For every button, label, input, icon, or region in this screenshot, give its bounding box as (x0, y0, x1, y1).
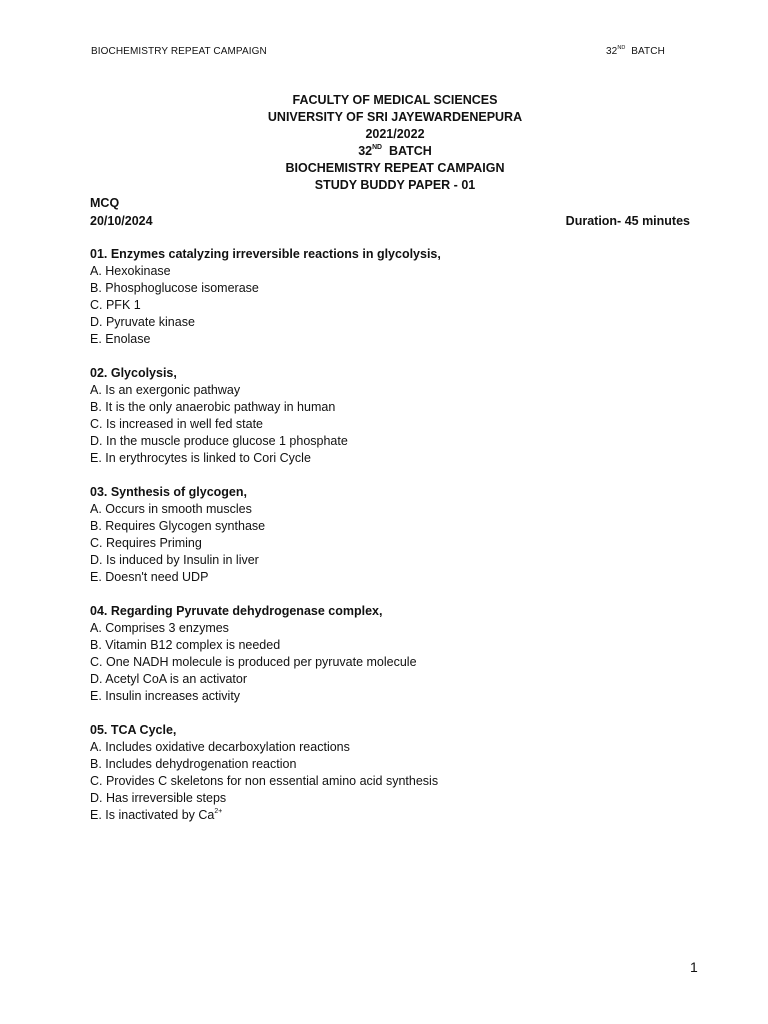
question-list (90, 246, 690, 841)
question-title: 02. Glycolysis, (90, 366, 177, 380)
exam-duration: Duration- 45 minutes (565, 214, 690, 228)
option-c: C. Provides C skeletons for non essential amino acid synthesis (90, 774, 439, 788)
question-03 (90, 484, 690, 586)
question-title: 01. Enzymes catalyzing irreversible reactions in glycolysis, (90, 247, 441, 261)
option-d: D. In the muscle produce glucose 1 phosphate (90, 434, 348, 448)
batch-ordinal: ND (372, 144, 383, 152)
option-e: E. Enolase (90, 332, 151, 346)
option-e-text: E. Is inactivated by Ca (90, 808, 215, 822)
question-04 (90, 603, 690, 705)
option-a: A. Hexokinase (90, 264, 171, 278)
running-header-right (606, 46, 665, 57)
option-b: B. Vitamin B12 complex is needed (90, 638, 281, 652)
header-batch-ordinal: ND (617, 45, 626, 52)
option-d: D. Pyruvate kinase (90, 315, 195, 329)
question-title: 03. Synthesis of glycogen, (90, 485, 247, 499)
option-a: A. Is an exergonic pathway (90, 383, 241, 397)
exam-date: 20/10/2024 (90, 214, 153, 228)
batch-title (0, 143, 768, 160)
running-header-left: BIOCHEMISTRY REPEAT CAMPAIGN (91, 46, 267, 57)
title-block (0, 92, 768, 194)
option-e: E. Insulin increases activity (90, 689, 241, 703)
option-a: A. Includes oxidative decarboxylation reactions (90, 740, 350, 754)
academic-year: 2021/2022 (365, 127, 425, 141)
option-a: A. Comprises 3 enzymes (90, 621, 229, 635)
option-c: C. One NADH molecule is produced per pyruvate molecule (90, 655, 417, 669)
batch-number: 32 (358, 144, 373, 158)
option-e: E. Doesn't need UDP (90, 570, 209, 584)
option-a: A. Occurs in smooth muscles (90, 502, 252, 516)
option-d: D. Acetyl CoA is an activator (90, 672, 248, 686)
university-title: UNIVERSITY OF SRI JAYEWARDENEPURA (267, 110, 523, 124)
option-c: C. PFK 1 (90, 298, 141, 312)
faculty-title: FACULTY OF MEDICAL SCIENCES (292, 93, 498, 107)
exam-date-row (90, 212, 690, 230)
header-batch-number: 32 (606, 46, 618, 57)
batch-label: BATCH (388, 144, 432, 158)
option-b: B. Requires Glycogen synthase (90, 519, 266, 533)
option-b: B. Includes dehydrogenation reaction (90, 757, 297, 771)
exam-meta (90, 194, 690, 230)
option-b: B. Phosphoglucose isomerase (90, 281, 259, 295)
option-d: D. Is induced by Insulin in liver (90, 553, 259, 567)
option-d: D. Has irreversible steps (90, 791, 227, 805)
page-number: 1 (690, 959, 698, 975)
option-e (90, 807, 690, 824)
option-e: E. In erythrocytes is linked to Cori Cycle (90, 451, 311, 465)
question-01 (90, 246, 690, 348)
exam-type: MCQ (90, 196, 120, 210)
paper-title: STUDY BUDDY PAPER - 01 (314, 178, 476, 192)
question-05 (90, 722, 690, 824)
option-c: C. Is increased in well fed state (90, 417, 263, 431)
question-title: 04. Regarding Pyruvate dehydrogenase complex, (90, 604, 383, 618)
option-c: C. Requires Priming (90, 536, 202, 550)
campaign-title: BIOCHEMISTRY REPEAT CAMPAIGN (285, 161, 505, 175)
question-02 (90, 365, 690, 467)
calcium-charge: 2+ (214, 808, 223, 816)
question-title: 05. TCA Cycle, (90, 723, 177, 737)
header-batch-label: BATCH (631, 46, 665, 57)
option-b: B. It is the only anaerobic pathway in human (90, 400, 336, 414)
